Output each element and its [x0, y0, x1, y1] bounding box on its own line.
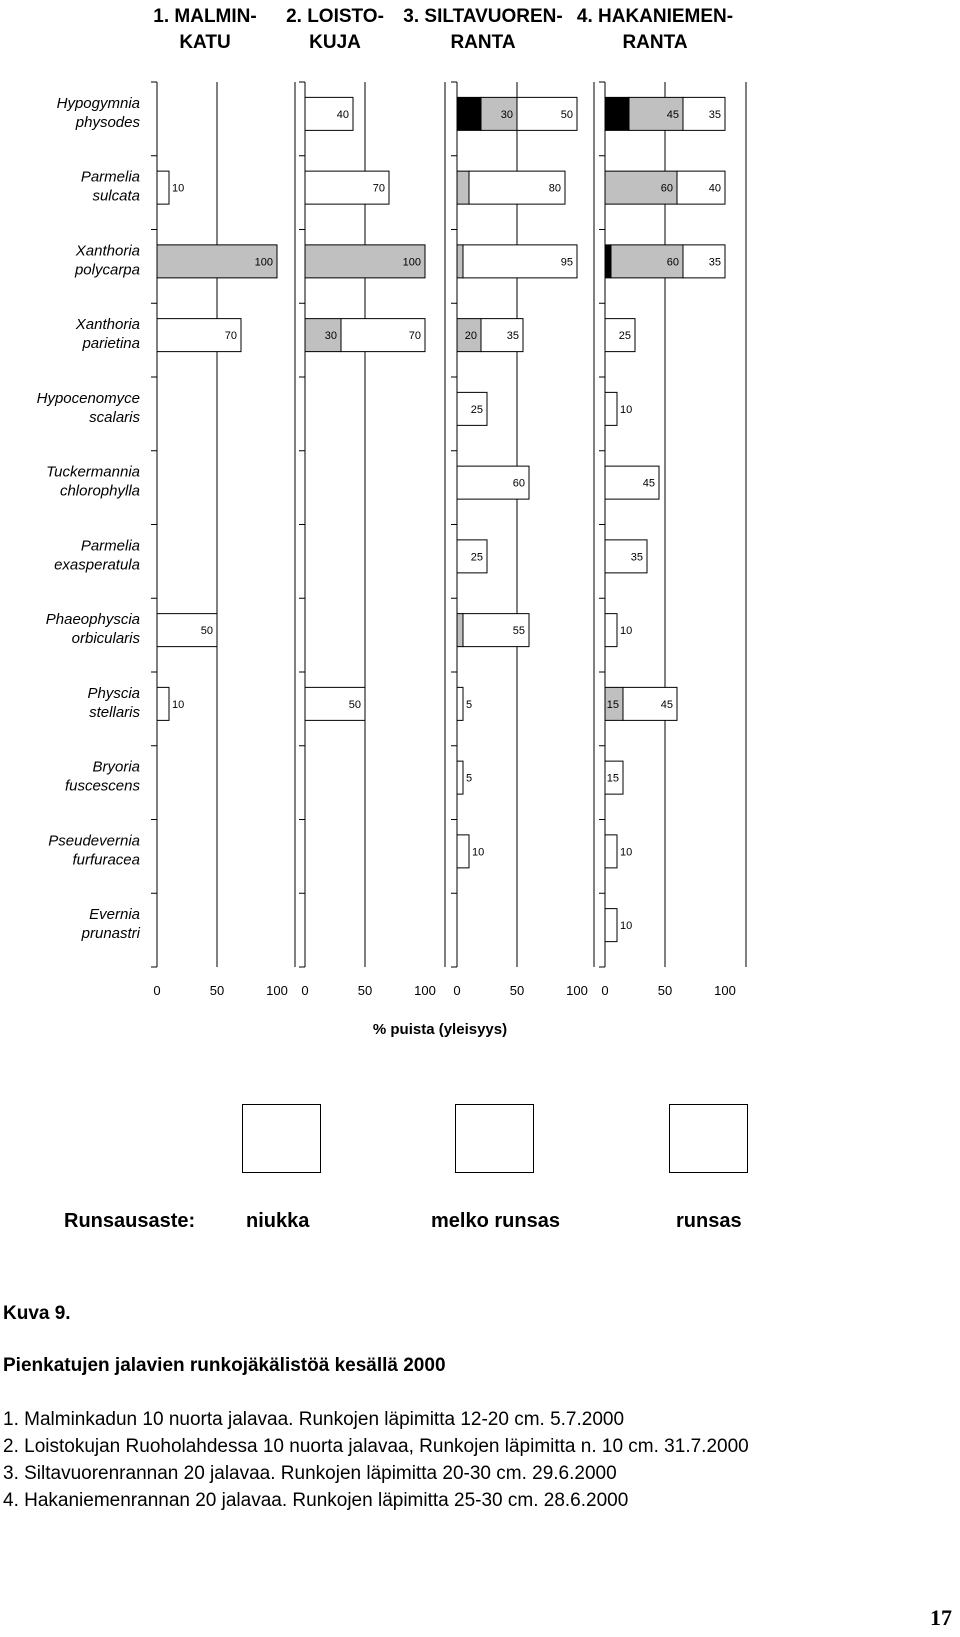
bar-value-label: 95: [560, 256, 573, 269]
bar-value-label: 20: [464, 330, 477, 343]
bar-segment: [605, 392, 617, 425]
species-label-line-2: stellaris: [89, 703, 140, 721]
bar-value-label: 50: [200, 625, 213, 638]
bar-value-label: 15: [606, 772, 619, 785]
x-tick-label: 50: [357, 983, 373, 998]
panel-title-line-1: 1. MALMIN-: [153, 6, 257, 27]
x-tick-label: 50: [209, 983, 225, 998]
species-label-line-1: Phaeophyscia: [45, 611, 140, 629]
bar-value-label: 45: [642, 477, 655, 490]
x-tick-label: 100: [414, 983, 436, 998]
caption-note-1: 1. Malminkadun 10 nuorta jalavaa. Runkojen läpimitta 12-20 cm. 5.7.2000: [3, 1409, 625, 1430]
figure-title: Pienkatujen jalavien runkojäkälistöä kesällä 2000: [3, 1355, 446, 1376]
bar-value-label: 20: [612, 108, 625, 121]
bar-segment: [605, 245, 611, 278]
bar-value-label: 10: [620, 846, 633, 859]
species-label-line-2: chlorophylla: [59, 482, 140, 500]
bar-segment: [457, 761, 463, 794]
caption-note-2: 2. Loistokujan Ruoholahdessa 10 nuorta jalavaa, Runkojen läpimitta n. 10 cm. 31.7.2000: [3, 1436, 749, 1457]
figure-number: Kuva 9.: [3, 1303, 71, 1324]
bar-value-label: 10: [472, 846, 485, 859]
bar-value-label: 70: [224, 330, 237, 343]
bar-segment: [457, 171, 469, 204]
x-tick-label: 50: [657, 983, 673, 998]
bar-value-label: 100: [402, 256, 421, 269]
bar-value-label: 35: [630, 551, 643, 564]
bar-value-label: 10: [620, 625, 633, 638]
bar-segment: [157, 171, 169, 204]
legend-swatch-melko-runsas: [455, 1104, 534, 1173]
x-tick-label: 50: [509, 983, 525, 998]
bar-value-label: 30: [324, 330, 337, 343]
bar-value-label: 50: [560, 108, 573, 121]
bar-segment: [605, 835, 617, 868]
x-tick-label: 100: [566, 983, 588, 998]
panel-title-line-1: 4. HAKANIEMEN-: [576, 6, 734, 27]
x-tick-label: 0: [153, 983, 161, 998]
bar-segment: [605, 909, 617, 942]
species-label-line-1: Hypogymnia: [56, 94, 140, 112]
species-label-line-2: polycarpa: [74, 261, 140, 279]
x-tick-label: 0: [601, 983, 609, 998]
species-label-line-1: Xanthoria: [75, 242, 140, 260]
species-label-line-1: Bryoria: [92, 758, 140, 776]
legend-title: Runsausaste:: [64, 1210, 196, 1232]
species-label-line-2: fuscescens: [64, 777, 140, 795]
panel-title-line-2: RANTA: [450, 32, 516, 53]
x-tick-label: 0: [453, 983, 461, 998]
bar-value-label: 40: [336, 108, 349, 121]
species-label-line-2: furfuracea: [72, 851, 140, 869]
bar-value-label: 15: [606, 698, 619, 711]
panel-title-line-2: KUJA: [309, 32, 361, 53]
bar-value-label: 35: [506, 330, 519, 343]
species-label-line-1: Parmelia: [80, 168, 140, 186]
bar-value-label: 10: [172, 698, 185, 711]
bar-segment: [457, 835, 469, 868]
bar-value-label: 60: [660, 182, 673, 195]
species-label-line-1: Hypocenomyce: [36, 389, 140, 407]
legend-swatch-niukka: [242, 1104, 321, 1173]
bar-value-label: 45: [666, 108, 679, 121]
panel-title-line-1: 3. SILTAVUOREN-: [403, 6, 563, 27]
x-axis-label: % puista (yleisyys): [372, 1021, 508, 1038]
bar-value-label: 45: [660, 698, 673, 711]
bar-value-label: 60: [666, 256, 679, 269]
bar-value-label: 30: [500, 108, 513, 121]
species-label-line-2: physodes: [75, 113, 140, 131]
bar-value-label: 5: [466, 772, 473, 785]
species-label-line-2: exasperatula: [54, 556, 140, 574]
species-label-line-2: orbicularis: [71, 630, 140, 648]
legend-label-niukka: niukka: [246, 1210, 310, 1232]
bar-value-label: 100: [254, 256, 273, 269]
bar-value-label: 70: [372, 182, 385, 195]
bar-value-label: 80: [548, 182, 561, 195]
panel-title-line-2: RANTA: [622, 32, 688, 53]
bar-value-label: 25: [618, 330, 631, 343]
species-label-line-1: Xanthoria: [75, 316, 140, 334]
bar-value-label: 5: [466, 698, 473, 711]
bar-segment: [457, 614, 463, 647]
bar-value-label: 35: [708, 108, 721, 121]
panel-title-line-2: KATU: [179, 32, 231, 53]
bar-segment: [457, 245, 463, 278]
bar-value-label: 25: [470, 551, 483, 564]
species-label-line-2: prunastri: [81, 925, 140, 943]
bar-value-label: 70: [408, 330, 421, 343]
bar-segment: [457, 687, 463, 720]
bar-value-label: 60: [512, 477, 525, 490]
species-label-line-1: Pseudevernia: [48, 832, 140, 850]
species-label-line-2: scalaris: [89, 408, 140, 426]
bar-value-label: 35: [708, 256, 721, 269]
x-tick-label: 100: [266, 983, 288, 998]
bar-value-label: 40: [708, 182, 721, 195]
legend-label-runsas: runsas: [676, 1210, 742, 1232]
bar-value-label: 25: [470, 403, 483, 416]
x-tick-label: 0: [301, 983, 309, 998]
panel-title-line-1: 2. LOISTO-: [286, 6, 384, 27]
species-label-line-2: sulcata: [92, 187, 140, 205]
species-label-line-2: parietina: [82, 335, 140, 353]
bar-value-label: 20: [464, 108, 477, 121]
bar-value-label: 50: [348, 698, 361, 711]
bar-segment: [605, 614, 617, 647]
legend-swatch-runsas: [669, 1104, 748, 1173]
bar-value-label: 10: [172, 182, 185, 195]
species-label-line-1: Evernia: [89, 906, 140, 924]
species-label-line-1: Tuckermannia: [46, 463, 140, 481]
bar-value-label: 10: [620, 920, 633, 933]
caption-note-4: 4. Hakaniemenrannan 20 jalavaa. Runkojen läpimitta 25-30 cm. 28.6.2000: [3, 1490, 629, 1511]
caption-note-3: 3. Siltavuorenrannan 20 jalavaa. Runkojen läpimitta 20-30 cm. 29.6.2000: [3, 1463, 617, 1484]
species-label-line-1: Parmelia: [80, 537, 140, 555]
bar-value-label: 55: [512, 625, 525, 638]
x-tick-label: 100: [714, 983, 736, 998]
bar-segment: [157, 687, 169, 720]
legend-label-melko-runsas: melko runsas: [431, 1210, 560, 1232]
page-number: 17: [930, 1605, 952, 1630]
species-label-line-1: Physcia: [87, 684, 140, 702]
bar-value-label: 10: [620, 403, 633, 416]
